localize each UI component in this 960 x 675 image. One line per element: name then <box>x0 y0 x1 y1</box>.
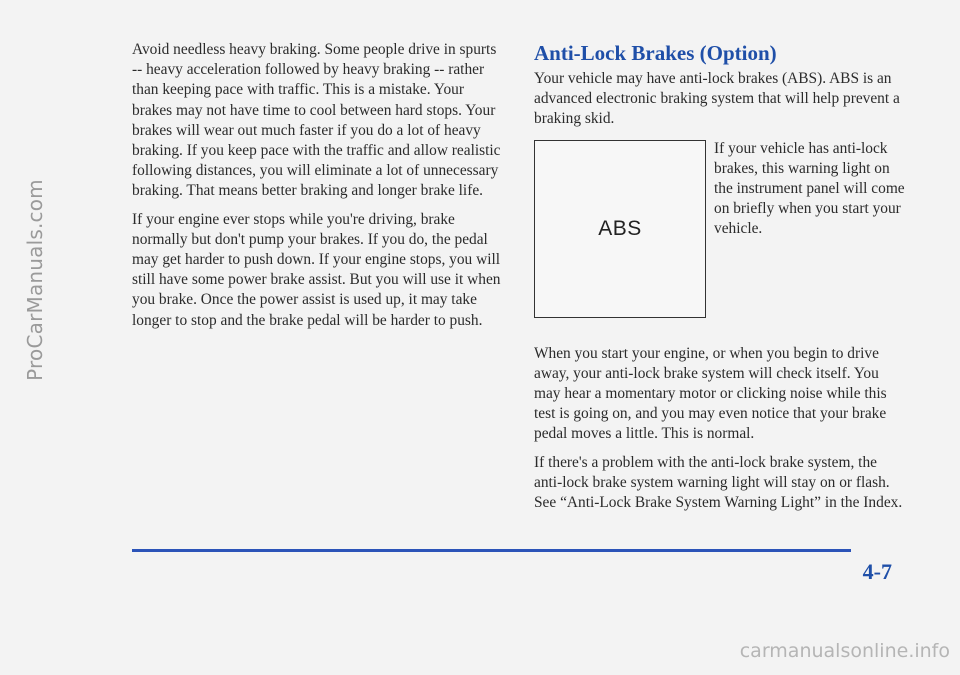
paragraph-problem: If there's a problem with the anti-lock brake system, the anti-lock brake system warning light will stay on or flash. See “Anti-Lock Brake System Warning Light” in the Index. <box>534 453 903 512</box>
paragraph-abs-intro: Your vehicle may have anti-lock brakes (ABS). ABS is an advanced electronic braking system that will help prevent a braking skid. <box>534 70 900 128</box>
side-watermark <box>0 0 70 560</box>
abs-warning-light-icon <box>534 140 706 318</box>
right-column <box>534 69 906 521</box>
section-heading: Anti-Lock Brakes (Option) <box>534 41 777 65</box>
left-column <box>132 40 504 339</box>
bottom-watermark: carmanualsonline.info <box>739 640 950 662</box>
paragraph-engine-stops: If your engine ever stops while you're driving, brake normally but don't pump your brakes. If you do, the pedal may get harder to push down. If your engine stops, you will still have some power brake assist. But you will use it when you brake. Once the power assist is used up, it may take longer to stop and the brake pedal will be harder to push. <box>132 210 501 329</box>
footer-rule <box>132 549 851 552</box>
side-watermark-text: ProCarManuals.com <box>23 179 47 381</box>
abs-light-figure <box>534 140 906 330</box>
abs-label: ABS <box>598 216 642 240</box>
paragraph-self-check: When you start your engine, or when you begin to drive away, your anti-lock brake system will check itself. You may hear a momentary motor or clicking noise while this test is going on, and you may even notice that your brake pedal moves a little. This is normal. <box>534 344 887 443</box>
paragraph-heavy-braking: Avoid needless heavy braking. Some people drive in spurts -- heavy acceleration followed by heavy braking -- rather than keeping pace with traffic. This is a mistake. Your brakes may not have time to cool between hard stops. Your brakes will wear out much faster if you do a lot of heavy braking. If you keep pace with the traffic and allow realistic following distances, you will eliminate a lot of unnecessary braking. That means better braking and longer brake life. <box>132 41 501 200</box>
page-number: 4-7 <box>862 559 892 584</box>
paragraph-abs-light: If your vehicle has anti-lock brakes, this warning light on the instrument panel will come on briefly when you start your vehicle. <box>714 139 905 238</box>
